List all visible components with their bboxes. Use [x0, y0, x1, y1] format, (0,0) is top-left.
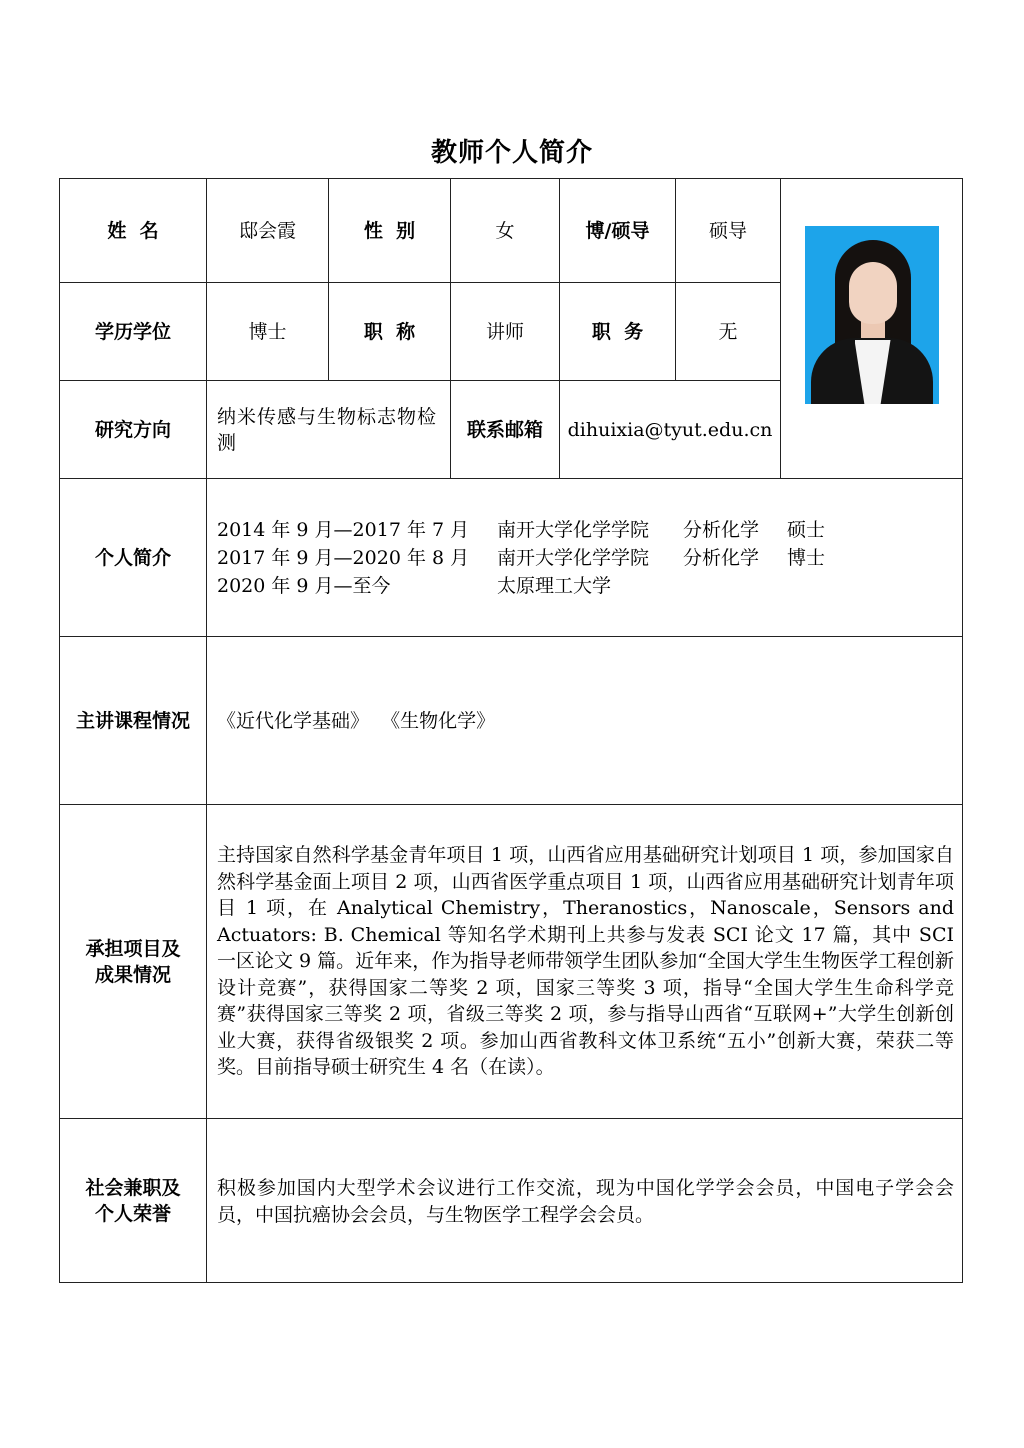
honors-label-line2: 个人荣誉: [94, 1202, 171, 1225]
degree-label: 学历学位: [60, 283, 207, 381]
row-projects: [60, 805, 963, 1119]
supervisor-value: 硕导: [676, 179, 781, 283]
projects-label-line2: 成果情况: [94, 963, 171, 986]
resume-degree: 博士: [787, 546, 826, 569]
gender-value: 女: [451, 179, 560, 283]
projects-content: [207, 805, 963, 1119]
research-value: 纳米传感与生物标志物检测: [207, 381, 451, 479]
resume-major: 分析化学: [683, 518, 760, 541]
resume-label: 个人简介: [60, 479, 207, 637]
supervisor-label: 博/硕导: [560, 179, 676, 283]
name-value: 邸会霞: [207, 179, 329, 283]
email-label: 联系邮箱: [451, 381, 560, 479]
portrait-photo: [805, 226, 939, 404]
honors-label-line1: 社会兼职及: [85, 1176, 181, 1199]
row-name: [60, 179, 963, 283]
courses-label: 主讲课程情况: [60, 637, 207, 805]
row-courses: [60, 637, 963, 805]
resume-school: 南开大学化学学院: [497, 518, 650, 541]
degree-value: 博士: [207, 283, 329, 381]
honors-content: [207, 1119, 963, 1283]
title-label: 职 称: [329, 283, 451, 381]
resume-entry: [217, 572, 954, 600]
row-honors: [60, 1119, 963, 1283]
resume-school: 太原理工大学: [497, 574, 612, 597]
gender-label: 性 别: [329, 179, 451, 283]
projects-label: [60, 805, 207, 1119]
courses-content: [207, 637, 963, 805]
resume-period: 2017 年 9 月—2020 年 8 月: [217, 546, 470, 569]
resume-list: [207, 516, 962, 600]
resume-content: [207, 479, 963, 637]
email-value: dihuixia@tyut.edu.cn: [560, 381, 781, 479]
page-title: 教师个人简介: [430, 138, 593, 168]
research-label: 研究方向: [60, 381, 207, 479]
honors-value: 积极参加国内大型学术会议进行工作交流，现为中国化学学会会员，中国电子学会会员，中国抗癌协会会员，与生物医学工程学会会员。: [217, 1177, 954, 1226]
name-label: 姓 名: [60, 179, 207, 283]
row-resume: [60, 479, 963, 637]
resume-degree: 硕士: [787, 518, 826, 541]
projects-label-line1: 承担项目及: [85, 937, 181, 960]
photo-cell: [781, 179, 963, 479]
title-value: 讲师: [451, 283, 560, 381]
profile-table: [59, 178, 963, 1283]
courses-value: 《近代化学基础》 《生物化学》: [217, 709, 496, 732]
honors-label: [60, 1119, 207, 1283]
resume-entry: [217, 516, 954, 544]
resume-period: 2014 年 9 月—2017 年 7 月: [217, 518, 470, 541]
position-value: 无: [676, 283, 781, 381]
resume-period: 2020 年 9 月—至今: [217, 574, 391, 597]
resume-major: 分析化学: [683, 546, 760, 569]
resume-school: 南开大学化学学院: [497, 546, 650, 569]
resume-major: [683, 572, 787, 600]
resume-entry: [217, 544, 954, 572]
projects-value: 主持国家自然科学基金青年项目 1 项，山西省应用基础研究计划项目 1 项，参加国家自然科学基金面上项目 2 项，山西省医学重点项目 1 项，山西省应用基础研究计划青年项目 1 项，在 Analytical Chemistry，Theranostics，Nanoscale，Sensors and Actuators: B. Chemical 等知名学术期刊上共参与发表 SCI 论文 17 篇，其中 SCI 一区论文 9 篇。近年来，作为指导老师带领学生团队参加“全国大学生生物医学工程创新设计竞赛”，获得国家二等奖 2 项，国家三等奖 3 项，指导“全国大学生生命科学竞赛”获得国家三等奖 2 项，省级三等奖 2 项，参与指导山西省“互联网+”大学生创新创业大赛，获得省级银奖 2 项。参加山西省教科文体卫系统“五小”创新大赛，荣获二等奖。目前指导硕士研究生 4 名（在读）。: [217, 844, 954, 1079]
position-label: 职 务: [560, 283, 676, 381]
